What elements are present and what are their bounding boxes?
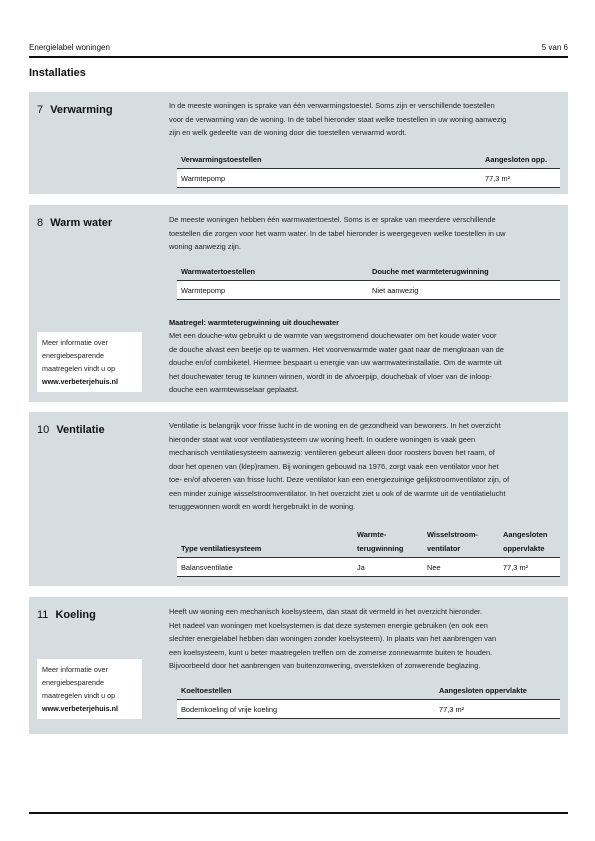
hot-water-text [169,213,561,254]
column-header: Aangesloten oppervlakte [439,686,527,695]
info-text: maatregelen vindt u op [42,364,116,373]
table-cell: Bodemkoeling of vrije koeling [181,705,278,714]
measure-title: Maatregel: warmteterugwinning uit douchewater [169,318,340,327]
column-header: Aangesloten [503,530,548,539]
table-cell: Niet aanwezig [372,286,419,295]
text-line: mechanisch ventilatiesysteem aanwezig: ventileren gebeurt alleen door roosters boven het raam, of [169,448,495,457]
text-line: toe- en/of afvoeren van frisse lucht. Deze ventilator kan een energiezuinige gelijkstroomventilator zijn, of [169,475,510,484]
text-line: Ventilatie is belangrijk voor frisse lucht in de woning en de gezondheid van bewoners. In het overzicht [169,421,501,430]
info-text: Meer informatie over [42,665,108,674]
table-header [177,151,560,169]
page-number: 5 van 6 [541,43,568,52]
info-box [37,659,142,719]
ventilation-heading [37,424,105,436]
column-header: Koeltoestellen [181,686,232,695]
text-line: douche en/of combiketel. Hiermee bespaart u energie van uw warmwaterinstallatie. Om de warmte uit [169,358,502,367]
document-title: Energielabel woningen [29,43,110,52]
table-cell: 77,3 m² [503,563,529,572]
column-header: ventilator [427,544,461,553]
table-row [177,558,560,577]
text-line: het douchewater terug te kunnen winnen, wordt in de afvoerpijp, douchebak of vloer van de inloop- [169,371,492,381]
text-line: Met een douche-wtw gebruikt u de warmte van wegstromend douchewater om het koude water voor [169,331,497,340]
text-line: toestellen die zorgen voor het warm water. In de tabel hieronder is weergegeven welke toestellen in uw [169,228,506,238]
text-line: zijn en welk gedeelte van de woning door die toestellen verwarmd wordt. [169,128,407,137]
hot-water-number: 8 [37,217,44,229]
hot-water-table [177,263,560,300]
text-line: In de meeste woningen is sprake van één verwarmingstoestel. Soms zijn er verschillende toestellen [169,101,495,110]
table-cell: Warmtepomp [181,286,226,295]
heating-text [169,99,561,140]
table-header [177,682,560,700]
column-header: Aangesloten opp. [485,155,548,164]
info-link[interactable]: www.verbeterjehuis.nl [42,704,119,713]
hot-water-heading [37,217,112,229]
text-line: door het openen van (klep)ramen. Bij woningen gebouwd na 1976, zorgt vaak een ventilator voor het [169,461,499,471]
text-line: een minder zuinige wisselstroomventilator. In het overzicht ziet u ook of de warmte uit de ventilatielucht [169,488,506,498]
column-header: Verwarmingstoestellen [181,155,262,164]
heating-table [177,151,560,188]
text-line: slechter energielabel hebben dan woningen zonder koelsysteem). In plaats van het aanbrengen van [169,634,497,643]
heating-title: Verwarming [50,104,113,116]
text-line: De meeste woningen hebben één warmwatertoestel. Soms is er sprake van meerdere verschillende [169,215,496,224]
cooling-table [177,682,560,719]
ventilation-title: Ventilatie [56,424,105,436]
text-line: douche een warmtewisselaar geplaatst. [169,385,299,394]
table-row [177,700,560,719]
hot-water-title: Warm water [50,217,113,229]
heating-heading [37,104,113,116]
table-cell: Warmtepomp [181,174,226,183]
table-row [177,169,560,188]
column-header: oppervlakte [503,544,545,553]
info-link[interactable]: www.verbeterjehuis.nl [42,377,119,386]
text-line: een koelsysteem, kunt u beter maatregelen treffen om de zomerse zonnewarmte buiten te houden. [169,647,493,657]
column-header: Warmwatertoestellen [181,267,256,276]
info-text: Meer informatie over [42,338,108,347]
text-line: teruggewonnen wordt en wordt hergebruikt in de woning. [169,502,356,511]
table-header [177,263,560,281]
cooling-text [169,605,561,673]
table-cell: 77,3 m² [485,174,511,183]
cooling-title: Koeling [55,609,96,621]
column-header: Type ventilatiesysteem [181,544,262,553]
table-cell: Nee [427,563,441,572]
text-line: de douche alvast een beetje op te warmen. Het voorverwarmde water gaat naar de mengkraan van de [169,344,504,354]
table-row [177,281,560,300]
table-cell: 77,3 m² [439,705,465,714]
column-header: terugwinning [357,544,404,553]
ventilation-text [169,419,561,514]
text-line: Bijvoorbeeld door het aanbrengen van buitenzonwering, overstekken of zonwerende beglazing. [169,661,481,670]
column-header: Douche met warmteterugwinning [372,267,489,276]
text-line: voor de verwarming van de woning. In de tabel hieronder staat welke toestellen in uw woning aanwezig [169,114,507,124]
ventilation-number: 10 [37,424,50,436]
heating-number: 7 [37,104,44,116]
info-box [37,332,142,392]
cooling-block [29,597,568,734]
table-cell: Balansventilatie [181,563,233,572]
info-text: energiebesparende [42,678,104,687]
text-line: woning aanwezig zijn. [169,242,241,251]
cooling-number: 11 [37,609,49,621]
text-line: hieronder staat wat voor ventilatiesysteem uw woning heeft. In oudere woningen is vaak geen [169,434,476,444]
section-title: Installaties [29,67,86,79]
column-header: Wisselstroom- [427,530,478,539]
cooling-heading [37,609,96,621]
text-line: Heeft uw woning een mechanisch koelsysteem, dan staat dit vermeld in het overzicht hieronder. [169,607,483,616]
ventilation-table [177,526,560,577]
ventilation-block [29,412,568,586]
table-cell: Ja [357,563,365,572]
column-header: Warmte- [357,530,387,539]
info-text: energiebesparende [42,351,104,360]
hot-water-block [29,205,568,402]
page-header [29,40,568,58]
measure-text [169,329,561,397]
text-line: Het nadeel van woningen met koelsystemen is dat deze systemen energie gebruiken (en ook een [169,620,488,630]
info-text: maatregelen vindt u op [42,691,116,700]
page-footer-rule [29,812,568,814]
table-header [177,526,560,558]
heating-block [29,92,568,194]
